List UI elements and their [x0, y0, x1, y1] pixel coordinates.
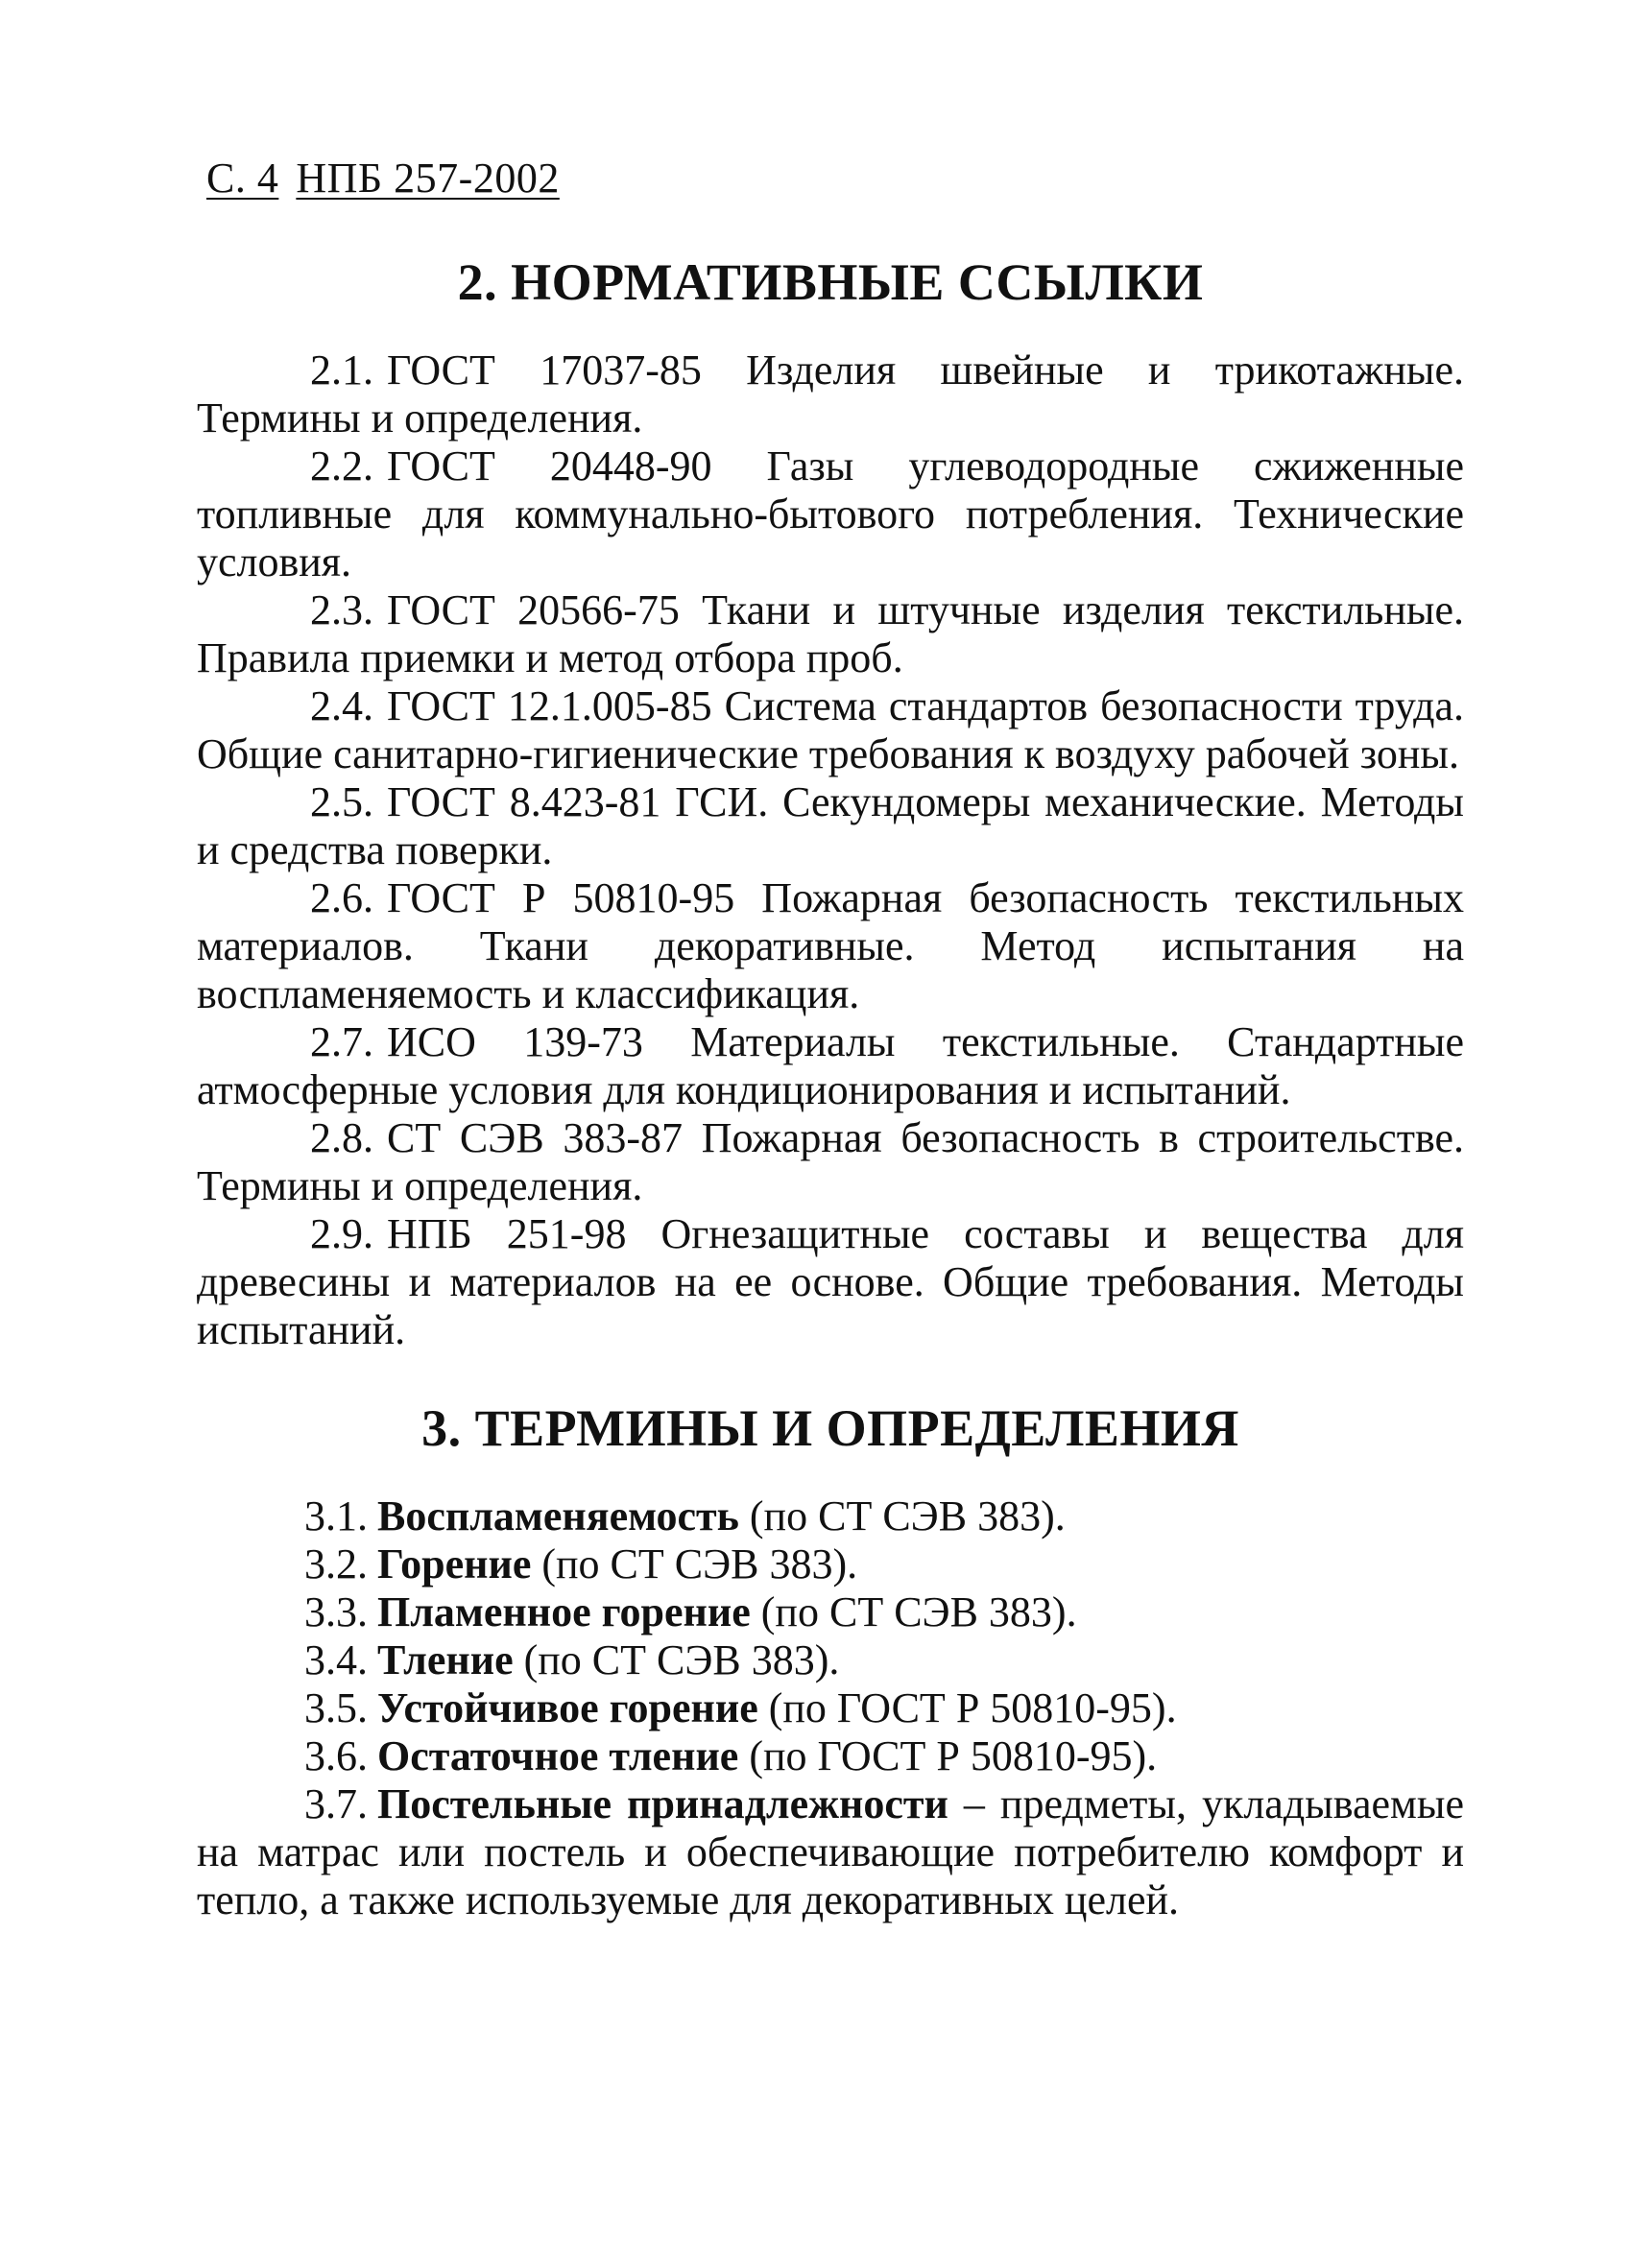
term-source: (по СТ СЭВ 383).	[750, 1588, 1077, 1635]
term-name: Пламенное горение	[377, 1588, 751, 1635]
term-item	[197, 1780, 1464, 1924]
reference-number: 2.9.	[310, 1209, 373, 1257]
reference-text: ИСО 139-73 Материалы текстильные. Стандартные атмосферные условия для кондиционирования и испытаний.	[197, 1017, 1464, 1113]
term-item	[197, 1588, 1464, 1636]
term-name: Остаточное тление	[377, 1731, 739, 1779]
term-name: Воспламеняемость	[377, 1492, 739, 1540]
term-item	[197, 1732, 1464, 1780]
term-source: (по СТ СЭВ 383).	[513, 1635, 840, 1683]
reference-text: ГОСТ 12.1.005-85 Система стандартов безопасности труда. Общие санитарно-гигиенические требования к воздуху рабочей зоны.	[197, 681, 1464, 777]
term-source: (по СТ СЭВ 383).	[531, 1540, 858, 1588]
term-number: 3.2.	[304, 1540, 368, 1588]
reference-item	[197, 1018, 1464, 1114]
term-item	[197, 1492, 1464, 1540]
term-source: (по ГОСТ Р 50810-95).	[738, 1731, 1158, 1779]
terms-definitions-list	[197, 1492, 1464, 1924]
section-2-title: 2. НОРМАТИВНЫЕ ССЫЛКИ	[457, 252, 1204, 311]
term-item	[197, 1540, 1464, 1588]
term-name: Горение	[377, 1540, 532, 1588]
section-spacer	[197, 1354, 1464, 1398]
term-definition: – предметы, укладываемые на матрас или постель и обеспечивающие потребителю комфорт и тепло, а также используемые для декоративных целей.	[197, 1779, 1464, 1923]
reference-number: 2.1.	[310, 346, 373, 394]
reference-number: 2.6.	[310, 873, 373, 921]
reference-text: ГОСТ 8.423-81 ГСИ. Секундомеры механические. Методы и средства поверки.	[197, 777, 1464, 873]
reference-text: СТ СЭВ 383-87 Пожарная безопасность в строительстве. Термины и определения.	[197, 1113, 1464, 1209]
term-number: 3.7.	[304, 1779, 368, 1827]
reference-item	[197, 1210, 1464, 1354]
term-number: 3.6.	[304, 1731, 368, 1779]
reference-item	[197, 346, 1464, 442]
term-item	[197, 1636, 1464, 1684]
reference-number: 2.5.	[310, 777, 373, 825]
document-code: НПБ 257-2002	[296, 155, 560, 202]
reference-number: 2.2.	[310, 442, 373, 489]
term-source: (по ГОСТ Р 50810-95).	[757, 1683, 1177, 1731]
reference-number: 2.4.	[310, 681, 373, 729]
page-header	[206, 154, 577, 204]
term-name: Постельные принадлежности	[377, 1779, 948, 1827]
reference-number: 2.8.	[310, 1113, 373, 1161]
reference-item	[197, 586, 1464, 682]
term-number: 3.5.	[304, 1683, 368, 1731]
reference-text: ГОСТ 17037-85 Изделия швейные и трикотажные. Термины и определения.	[197, 346, 1464, 442]
document-page	[197, 154, 1464, 1924]
term-number: 3.3.	[304, 1588, 368, 1635]
normative-references-list	[197, 346, 1464, 1354]
term-source: (по СТ СЭВ 383).	[738, 1492, 1066, 1540]
page-number: С. 4	[206, 155, 279, 202]
reference-text: ГОСТ Р 50810-95 Пожарная безопасность текстильных материалов. Ткани декоративные. Метод испытания на воспламеняемость и классификация.	[197, 873, 1464, 1017]
reference-number: 2.3.	[310, 585, 373, 633]
reference-item	[197, 1114, 1464, 1210]
term-item	[197, 1684, 1464, 1732]
reference-item	[197, 778, 1464, 874]
term-number: 3.1.	[304, 1492, 368, 1540]
reference-item	[197, 874, 1464, 1018]
reference-text: ГОСТ 20448-90 Газы углеводородные сжиженные топливные для коммунально-бытового потребления. Технические условия.	[197, 442, 1464, 585]
reference-item	[197, 442, 1464, 586]
term-name: Тление	[377, 1635, 514, 1683]
term-name: Устойчивое горение	[377, 1683, 758, 1731]
reference-text: ГОСТ 20566-75 Ткани и штучные изделия текстильные. Правила приемки и метод отбора проб.	[197, 585, 1464, 681]
term-number: 3.4.	[304, 1635, 368, 1683]
reference-text: НПБ 251-98 Огнезащитные составы и вещества для древесины и материалов на ее основе. Общие требования. Методы испытаний.	[197, 1209, 1464, 1353]
reference-number: 2.7.	[310, 1017, 373, 1065]
section-3-title: 3. ТЕРМИНЫ И ОПРЕДЕЛЕНИЯ	[421, 1398, 1239, 1457]
reference-item	[197, 682, 1464, 778]
